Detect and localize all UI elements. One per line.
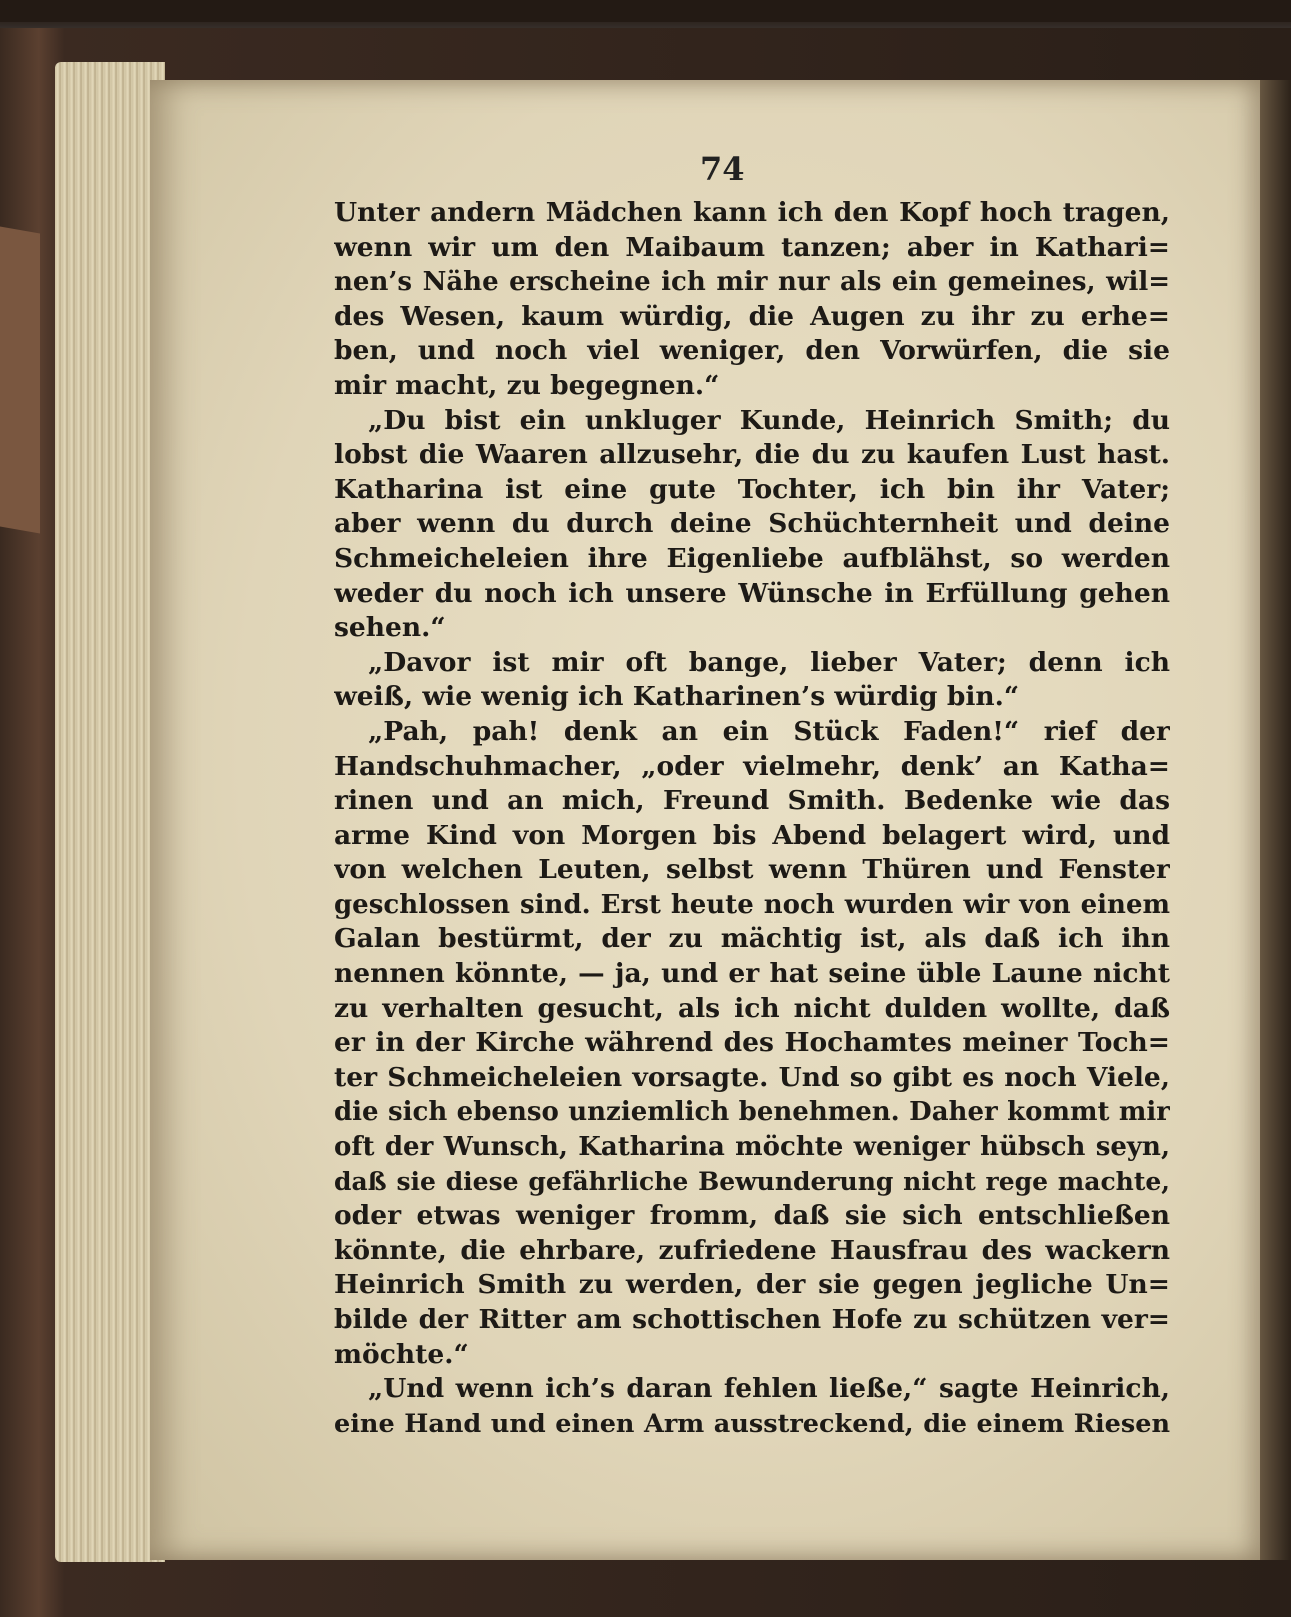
text-line: weiß, wie wenig ich Katharinen’s würdig bin.“ [334,681,1020,713]
text-line: mir macht, zu begegnen.“ [334,369,720,401]
text-line: oft der Wunsch, Katharina möchte weniger hübsch seyn, [334,1132,1170,1163]
text-line: daß sie diese gefährliche Bewunderung nicht rege machte, [334,1166,1170,1196]
text-line: oder etwas weniger fromm, daß sie sich entschließen [334,1200,1170,1232]
text-line: „Du bist ein unkluger Kunde, Heinrich Smith; du [368,404,1170,436]
text-line: weder du noch ich unsere Wünsche in Erfüllung gehen [334,577,1170,609]
page-number: 74 [700,150,745,188]
text-line: Unter andern Mädchen kann ich den Kopf hoch tragen, [334,197,1170,228]
text-line: nen’s Nähe erscheine ich mir nur als ein gemeines, wil= [334,267,1170,298]
text-line: zu verhalten gesucht, als ich nicht dulden wollte, daß [334,992,1170,1024]
text-line: des Wesen, kaum würdig, die Augen zu ihr zu erhe= [334,300,1170,332]
text-line: lobst die Waaren allzusehr, die du zu kaufen Lust hast. [334,439,1170,471]
text-line: ter Schmeicheleien vorsagte. Und so gibt es noch Viele, [334,1061,1170,1093]
text-line: arme Kind von Morgen bis Abend belagert wird, und [334,819,1170,851]
text-line: „Pah, pah! denk an ein Stück Faden!“ rief der [368,715,1170,747]
text-line: eine Hand und einen Arm ausstreckend, die einem Riesen [334,1408,1170,1439]
text-line: „Und wenn ich’s daran fehlen ließe,“ sagte Heinrich, [368,1373,1170,1405]
text-line: wenn wir um den Maibaum tanzen; aber in Kathari= [334,231,1170,263]
text-line: von welchen Leuten, selbst wenn Thüren und Fenster [334,854,1170,886]
text-line: könnte, die ehrbare, zufriedene Hausfrau des wackern [334,1234,1170,1266]
text-line: Handschuhmacher, „oder vielmehr, denk’ an Katha= [334,750,1170,782]
text-line: möchte.“ [334,1338,469,1370]
cover-corner [0,226,40,533]
text-line: bilde der Ritter am schottischen Hofe zu schützen ver= [334,1304,1170,1335]
text-line: aber wenn du durch deine Schüchternheit und deine [334,508,1170,540]
text-line: Heinrich Smith zu werden, der sie gegen jegliche Un= [334,1269,1170,1301]
text-line: „Davor ist mir oft bange, lieber Vater; denn ich [368,646,1170,678]
text-line: Katharina ist eine gute Tochter, ich bin ihr Vater; [334,473,1170,505]
text-line: die sich ebenso unziemlich benehmen. Daher kommt mir [334,1097,1170,1128]
page-text-body [334,196,1170,1441]
text-line: nennen könnte, — ja, und er hat seine üble Laune nicht [334,958,1170,990]
text-line: rinen und an mich, Freund Smith. Bedenke wie das [334,785,1170,817]
right-binding-strip [1258,80,1291,1560]
text-line: ben, und noch viel weniger, den Vorwürfen, die sie [334,335,1170,367]
text-line: Schmeicheleien ihre Eigenliebe aufblähst, so werden [334,542,1170,574]
text-line: sehen.“ [334,612,446,644]
text-line: geschlossen sind. Erst heute noch wurden wir von einem [334,889,1170,920]
text-line: er in der Kirche während des Hochamtes meiner Toch= [334,1027,1170,1059]
page-edges [55,62,165,1562]
text-line: Galan bestürmt, der zu mächtig ist, als daß ich ihn [334,923,1170,955]
